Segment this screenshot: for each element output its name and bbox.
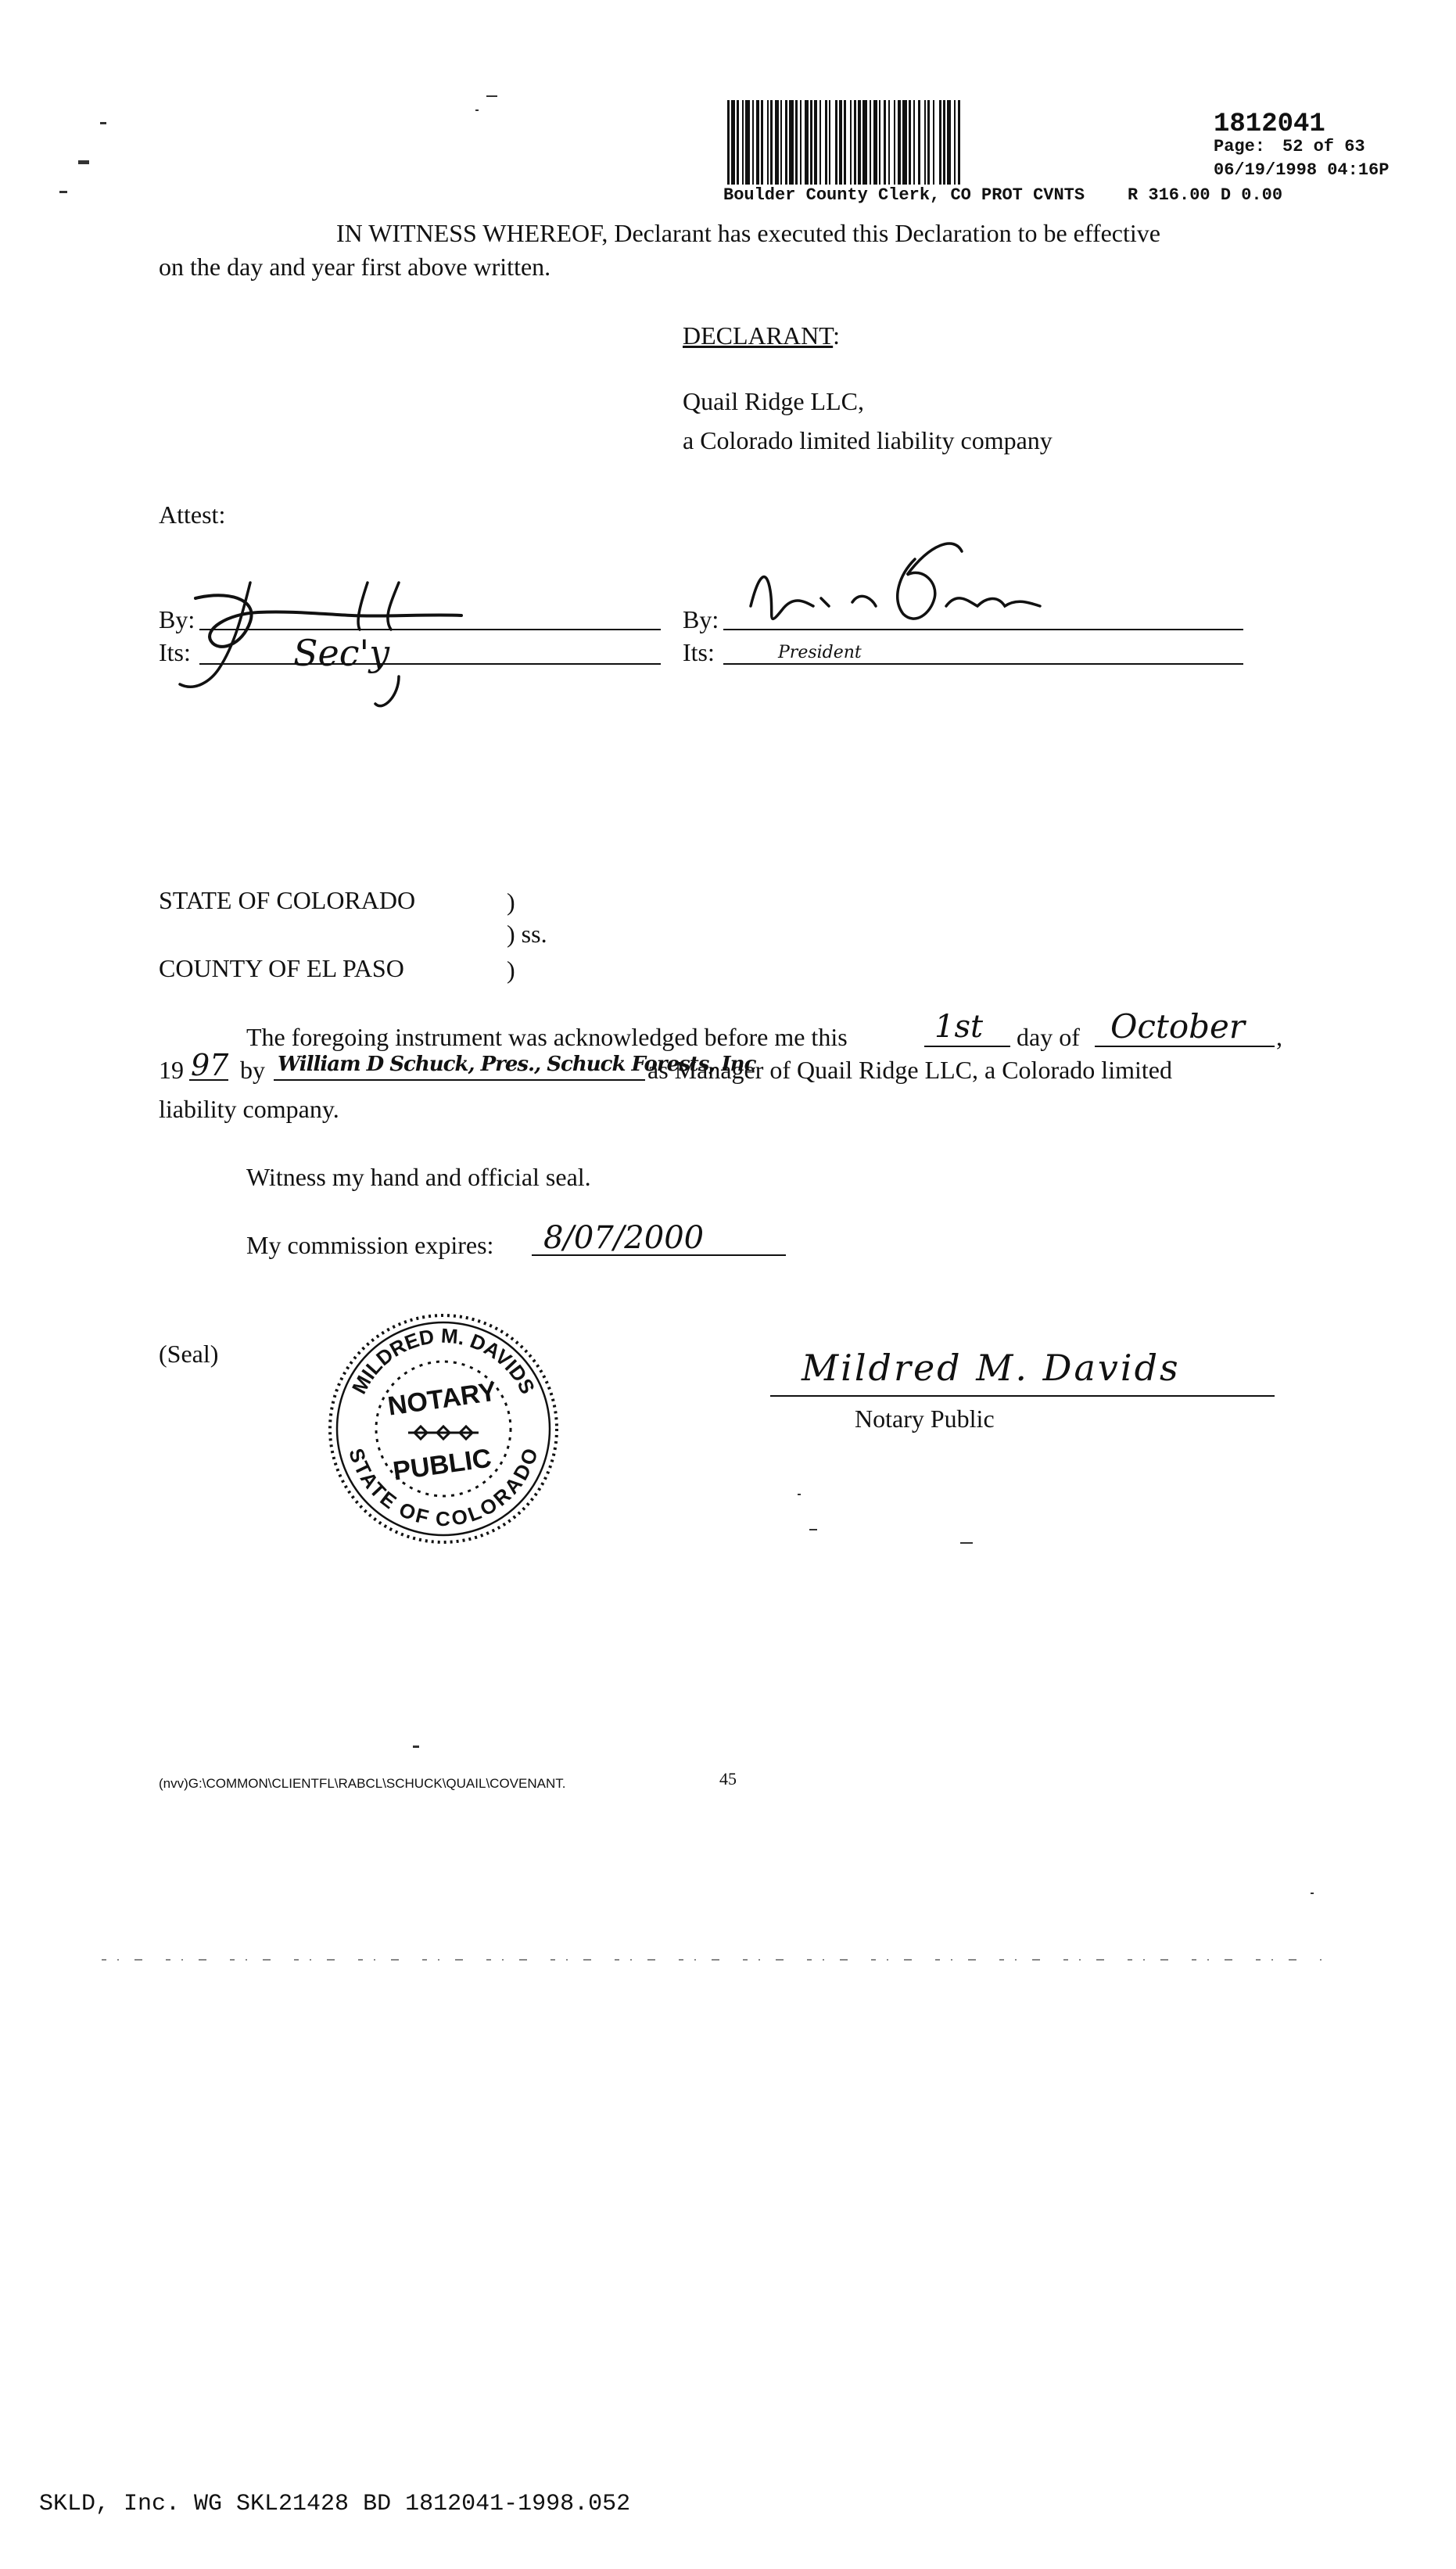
recording-page-value: 52 of 63 — [1282, 137, 1365, 156]
barcode-bar — [789, 100, 794, 185]
barcode-bar — [742, 100, 744, 185]
seal-notary-text: NOTARY — [386, 1376, 499, 1422]
scan-speck — [475, 109, 479, 111]
ack-year-prefix: 19 — [159, 1056, 184, 1084]
notary-signature: Mildred M. Davids — [802, 1347, 1181, 1389]
barcode — [727, 100, 1177, 185]
barcode-bar — [947, 100, 951, 185]
ack-by-word: by — [240, 1056, 265, 1084]
ack-month-value: October — [1110, 1007, 1245, 1046]
ack-line-3: liability company. — [159, 1095, 339, 1123]
barcode-bar — [902, 100, 907, 185]
seal-public-text: PUBLIC — [391, 1443, 493, 1487]
recording-fee: R 316.00 D 0.00 — [1128, 185, 1283, 205]
barcode-bar — [954, 100, 956, 185]
its-value-left: Sec'y — [293, 632, 390, 674]
venue-paren-1: ) — [507, 888, 515, 916]
recording-datetime: 06/19/1998 04:16P — [1214, 160, 1390, 180]
barcode-bar — [884, 100, 886, 185]
barcode-bar — [767, 100, 769, 185]
notary-seal — [322, 1308, 565, 1550]
scan-artifact-line — [102, 1957, 1322, 1963]
declarant-heading — [683, 323, 840, 348]
ack-line-1-prefix: The foregoing instrument was acknowledged before me this — [246, 1023, 848, 1051]
scan-speck — [78, 160, 89, 164]
barcode-bar — [756, 100, 759, 185]
barcode-bar — [810, 100, 812, 185]
ack-by-value: William D Schuck, Pres., Schuck Forests, Inc — [278, 1053, 756, 1076]
declarant-heading-text: DECLARANT — [683, 321, 834, 350]
seal-ornament — [408, 1426, 479, 1439]
barcode-bar — [731, 100, 735, 185]
ack-as-manager: as Manager of Quail Ridge LLC, a Colorado limited — [647, 1056, 1172, 1084]
commission-value: 8/07/2000 — [543, 1220, 705, 1256]
recording-number: 1812041 — [1214, 109, 1325, 139]
its-label-right: Its: — [683, 638, 715, 666]
ack-year-value: 97 — [191, 1048, 229, 1082]
barcode-bar — [918, 100, 920, 185]
barcode-bar — [854, 100, 856, 185]
commission-label: My commission expires: — [246, 1231, 494, 1259]
witness-line-1: IN WITNESS WHEREOF, Declarant has executed this Declaration to be effective — [336, 219, 1160, 247]
barcode-bar — [770, 100, 773, 185]
ack-day-line — [924, 1046, 1010, 1047]
barcode-bar — [800, 100, 802, 185]
company-name: Quail Ridge LLC, — [683, 387, 864, 415]
barcode-bar — [898, 100, 901, 185]
barcode-bar — [819, 100, 821, 185]
scan-speck — [486, 95, 497, 97]
by-label-right: By: — [683, 605, 719, 633]
witness-seal-line: Witness my hand and official seal. — [246, 1163, 591, 1191]
its-value-right: President — [778, 643, 862, 662]
barcode-bar — [933, 100, 934, 185]
company-description: a Colorado limited liability company — [683, 426, 1053, 454]
declarant-signature — [735, 528, 1063, 645]
barcode-bar — [785, 100, 787, 185]
attest-label: Attest: — [159, 501, 226, 529]
barcode-bar — [943, 100, 945, 185]
its-line-right — [723, 663, 1243, 665]
barcode-bar — [805, 100, 809, 185]
declarant-colon: : — [833, 321, 841, 350]
venue-county: COUNTY OF EL PASO — [159, 954, 404, 982]
barcode-bar — [958, 100, 960, 185]
barcode-bar — [927, 100, 930, 185]
barcode-bar — [850, 100, 852, 185]
seal-bottom-text: STATE OF COLORADO — [344, 1445, 543, 1531]
scan-speck — [100, 122, 106, 124]
barcode-bar — [745, 100, 750, 185]
scan-speck — [798, 1494, 801, 1495]
barcode-bar — [909, 100, 911, 185]
barcode-bar — [888, 100, 890, 185]
venue-ss: ) ss. — [507, 920, 547, 948]
ack-comma: , — [1276, 1023, 1282, 1051]
notary-signature-line — [770, 1395, 1275, 1397]
venue-state: STATE OF COLORADO — [159, 886, 416, 914]
barcode-bar — [862, 100, 867, 185]
scan-speck — [809, 1529, 817, 1530]
seal-label: (Seal) — [159, 1340, 219, 1368]
barcode-bar — [829, 100, 830, 185]
file-path: (nvv)G:\COMMON\CLIENTFL\RABCL\SCHUCK\QUAIL\COVENANT. — [159, 1776, 566, 1791]
barcode-bar — [939, 100, 941, 185]
barcode-bar — [825, 100, 827, 185]
ack-month-line — [1095, 1046, 1275, 1047]
footer-page-number: 45 — [719, 1769, 737, 1789]
recording-clerk-line: Boulder County Clerk, CO PROT CVNTS — [723, 185, 1085, 205]
barcode-bar — [913, 100, 915, 185]
barcode-bar — [761, 100, 763, 185]
barcode-bar — [924, 100, 926, 185]
its-label-left: Its: — [159, 638, 191, 666]
recording-page-label: Page: — [1214, 137, 1266, 156]
barcode-bar — [737, 100, 739, 185]
attest-signature — [164, 567, 665, 716]
barcode-bar — [752, 100, 754, 185]
ack-by-line — [274, 1079, 645, 1081]
witness-line-2: on the day and year first above written. — [159, 253, 551, 281]
scan-speck — [960, 1542, 973, 1544]
notary-title: Notary Public — [855, 1405, 995, 1433]
barcode-bar — [775, 100, 779, 185]
barcode-bar — [844, 100, 846, 185]
ack-day-of: day of — [1017, 1023, 1080, 1051]
barcode-bar — [780, 100, 782, 185]
scan-speck — [413, 1746, 419, 1748]
barcode-bar — [873, 100, 877, 185]
barcode-bar — [858, 100, 861, 185]
by-label-left: By: — [159, 605, 195, 633]
scan-speck — [1311, 1893, 1314, 1894]
barcode-bar — [795, 100, 798, 185]
barcode-bar — [835, 100, 837, 185]
barcode-bar — [879, 100, 880, 185]
barcode-bar — [814, 100, 817, 185]
barcode-bar — [727, 100, 730, 185]
barcode-bar — [870, 100, 871, 185]
venue-paren-2: ) — [507, 956, 515, 984]
barcode-bar — [839, 100, 842, 185]
skld-line: SKLD, Inc. WG SKL21428 BD 1812041-1998.052 — [39, 2491, 631, 2517]
seal-top-text: MILDRED M. DAVIDS — [346, 1323, 540, 1398]
scan-speck — [59, 191, 67, 193]
barcode-bar — [894, 100, 895, 185]
ack-day-value: 1st — [934, 1009, 984, 1045]
